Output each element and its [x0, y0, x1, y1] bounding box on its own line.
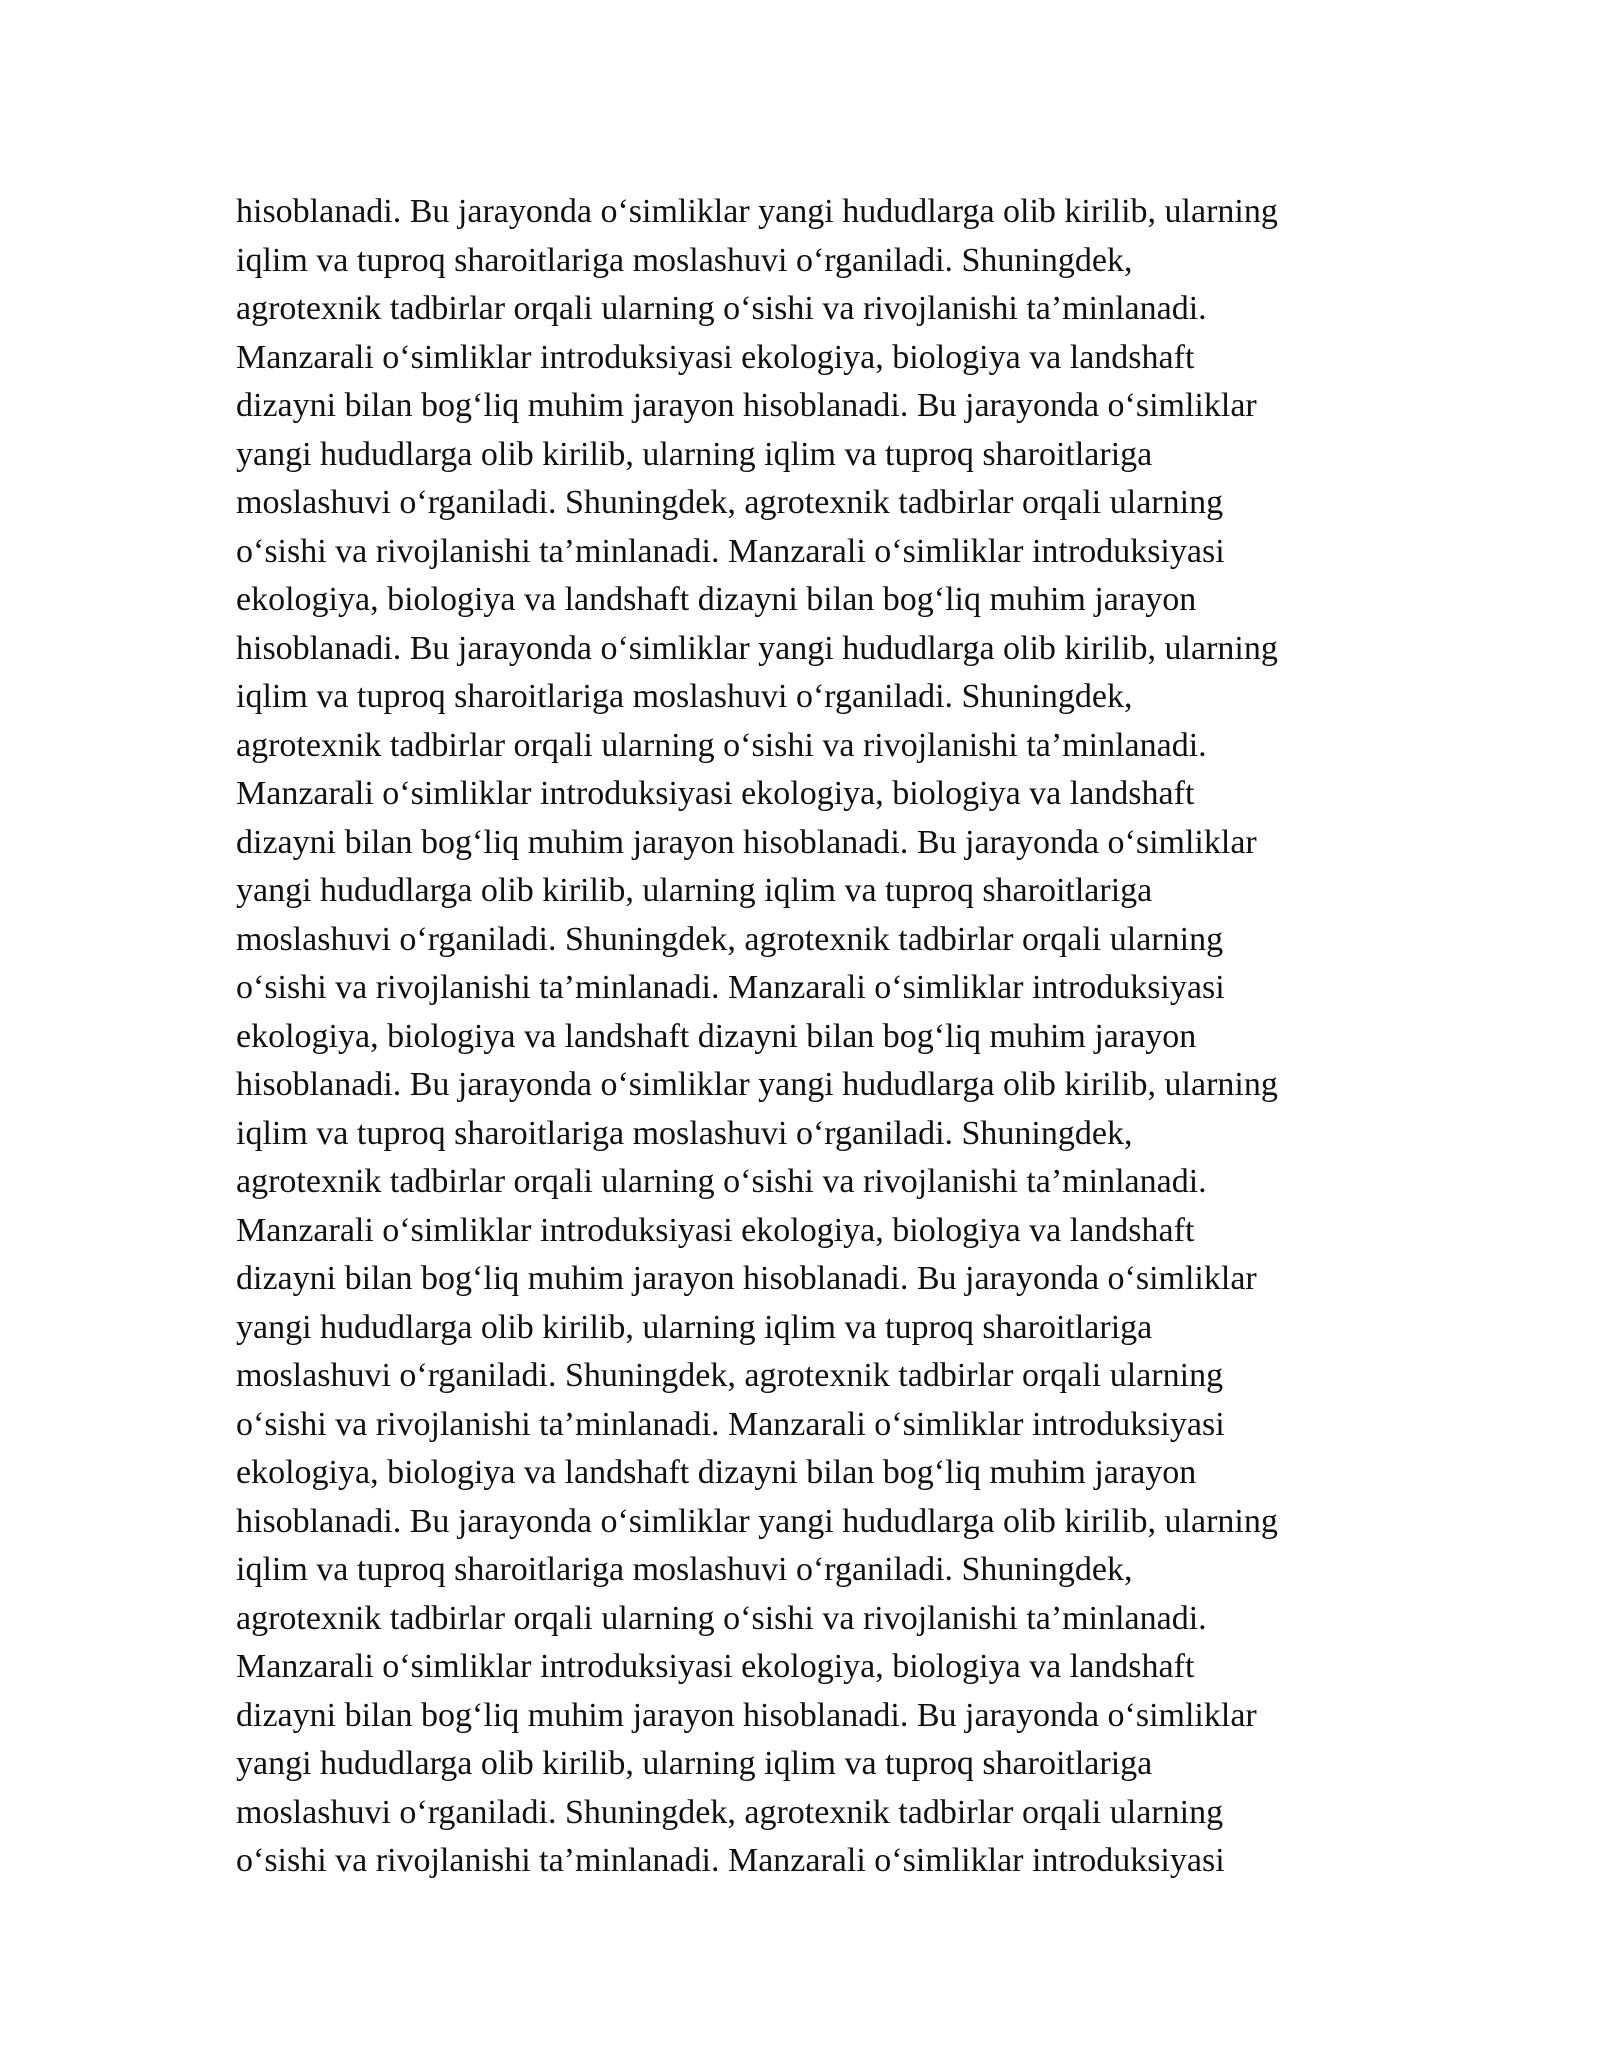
text-line: iqlim va tuproq sharoitlariga moslashuvi o‘rganiladi. Shuningdek,	[236, 241, 1133, 279]
text-line: o‘sishi va rivojlanishi ta’minlanadi. Manzarali o‘simliklar introduksiyasi	[236, 1842, 1225, 1879]
text-line: o‘sishi va rivojlanishi ta’minlanadi. Manzarali o‘simliklar introduksiyasi	[236, 1405, 1225, 1443]
text-line: moslashuvi o‘rganiladi. Shuningdek, agrotexnik tadbirlar orqali ularning	[236, 484, 1224, 521]
text-line: Manzarali o‘simliklar introduksiyasi ekologiya, biologiya va landshaft	[236, 775, 1195, 812]
text-line: agrotexnik tadbirlar orqali ularning o‘sishi va rivojlanishi ta’minlanadi.	[236, 1599, 1207, 1637]
text-line: yangi hududlarga olib kirilib, ularning iqlim va tuproq sharoitlariga	[236, 1745, 1153, 1782]
text-line: yangi hududlarga olib kirilib, ularning iqlim va tuproq sharoitlariga	[236, 1308, 1153, 1346]
text-line: Manzarali o‘simliklar introduksiyasi ekologiya, biologiya va landshaft	[236, 1648, 1195, 1685]
text-line: hisoblanadi. Bu jarayonda o‘simliklar yangi hududlarga olib kirilib, ularning	[236, 1066, 1278, 1103]
text-line: iqlim va tuproq sharoitlariga moslashuvi o‘rganiladi. Shuningdek,	[236, 1551, 1133, 1588]
text-line: ekologiya, biologiya va landshaft dizayni bilan bog‘liq muhim jarayon	[236, 581, 1197, 618]
body-paragraph	[236, 188, 1396, 1886]
text-line: agrotexnik tadbirlar orqali ularning o‘sishi va rivojlanishi ta’minlanadi.	[236, 726, 1207, 764]
text-line: yangi hududlarga olib kirilib, ularning iqlim va tuproq sharoitlariga	[236, 872, 1153, 909]
text-line: ekologiya, biologiya va landshaft dizayni bilan bog‘liq muhim jarayon	[236, 1017, 1197, 1055]
text-line: moslashuvi o‘rganiladi. Shuningdek, agrotexnik tadbirlar orqali ularning	[236, 920, 1224, 958]
text-line: hisoblanadi. Bu jarayonda o‘simliklar yangi hududlarga olib kirilib, ularning	[236, 629, 1278, 667]
text-line: agrotexnik tadbirlar orqali ularning o‘sishi va rivojlanishi ta’minlanadi.	[236, 290, 1207, 327]
text-line: iqlim va tuproq sharoitlariga moslashuvi o‘rganiladi. Shuningdek,	[236, 678, 1133, 715]
text-line: hisoblanadi. Bu jarayonda o‘simliklar yangi hududlarga olib kirilib, ularning	[236, 193, 1278, 230]
text-line: Manzarali o‘simliklar introduksiyasi ekologiya, biologiya va landshaft	[236, 1211, 1195, 1249]
text-line: dizayni bilan bog‘liq muhim jarayon hisoblanadi. Bu jarayonda o‘simliklar	[236, 1696, 1257, 1734]
text-line: o‘sishi va rivojlanishi ta’minlanadi. Manzarali o‘simliklar introduksiyasi	[236, 532, 1225, 570]
text-line: agrotexnik tadbirlar orqali ularning o‘sishi va rivojlanishi ta’minlanadi.	[236, 1163, 1207, 1200]
text-line: yangi hududlarga olib kirilib, ularning iqlim va tuproq sharoitlariga	[236, 435, 1153, 473]
text-line: moslashuvi o‘rganiladi. Shuningdek, agrotexnik tadbirlar orqali ularning	[236, 1793, 1224, 1831]
text-line: moslashuvi o‘rganiladi. Shuningdek, agrotexnik tadbirlar orqali ularning	[236, 1357, 1224, 1394]
text-line: hisoblanadi. Bu jarayonda o‘simliklar yangi hududlarga olib kirilib, ularning	[236, 1502, 1278, 1540]
text-line: ekologiya, biologiya va landshaft dizayni bilan bog‘liq muhim jarayon	[236, 1454, 1197, 1491]
text-line: dizayni bilan bog‘liq muhim jarayon hisoblanadi. Bu jarayonda o‘simliklar	[236, 823, 1257, 861]
text-line: o‘sishi va rivojlanishi ta’minlanadi. Manzarali o‘simliklar introduksiyasi	[236, 969, 1225, 1006]
text-line: dizayni bilan bog‘liq muhim jarayon hisoblanadi. Bu jarayonda o‘simliklar	[236, 1260, 1257, 1297]
text-line: iqlim va tuproq sharoitlariga moslashuvi o‘rganiladi. Shuningdek,	[236, 1114, 1133, 1152]
text-line: Manzarali o‘simliklar introduksiyasi ekologiya, biologiya va landshaft	[236, 338, 1195, 376]
text-line: dizayni bilan bog‘liq muhim jarayon hisoblanadi. Bu jarayonda o‘simliklar	[236, 387, 1257, 424]
